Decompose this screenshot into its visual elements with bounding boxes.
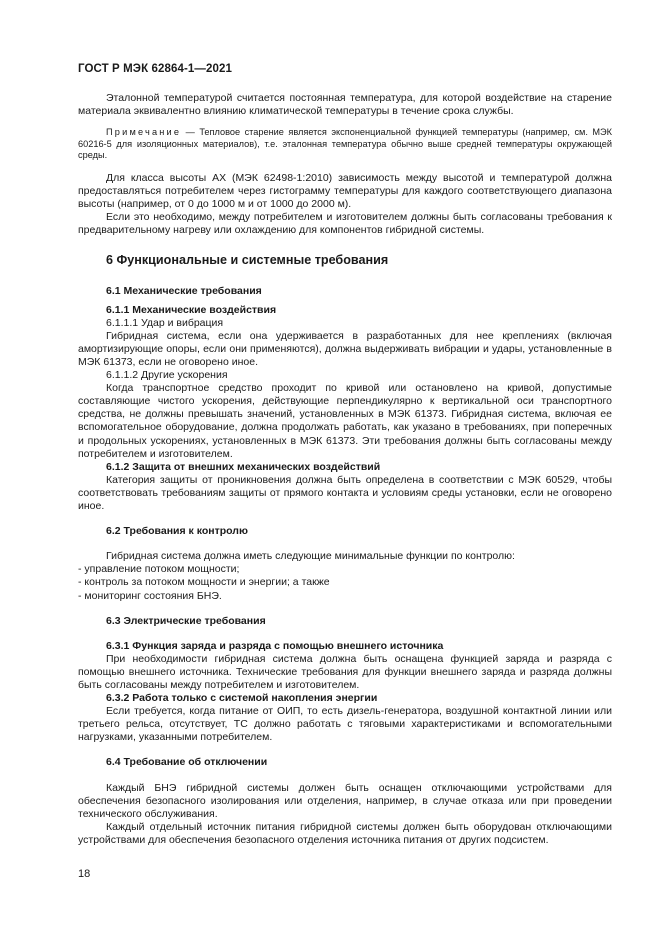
list-item: - управление потоком мощности;	[78, 563, 240, 576]
section-6-heading: 6 Функциональные и системные требования	[106, 253, 389, 268]
paragraph-preheating: Если это необходимо, между потребителем и изготовителем должны быть согласованы требования к предварительному нагреву или охлаждению для компонентов гибридной системы.	[78, 211, 612, 237]
section-6-1-1-2-heading: 6.1.1.2 Другие ускорения	[106, 369, 228, 382]
note-text: — Тепловое старение является экспоненциальной функцией температуры (например, см. МЭК 60216-5 для изоляционных материалов), т.е. эталонная температура обычно выше средней температуры окружающей среды.	[78, 127, 612, 161]
section-6-1-heading: 6.1 Механические требования	[106, 284, 262, 297]
note-label: Примечание	[106, 127, 182, 138]
paragraph-disconnect-source: Каждый отдельный источник питания гибридной системы должен быть оборудован отключающими устройствами для обеспечения безопасного отделения источника питания от других подсистем.	[78, 820, 612, 846]
paragraph-ess-only: Если требуется, когда питание от ОИП, то есть дизель-генератора, воздушной контактной линии или третьего рельса, отсутствует, ТС должно работать с тяговыми характеристиками и вспомогательными нагрузками, указанными потребителем.	[78, 705, 612, 744]
paragraph-altitude-class: Для класса высоты АХ (МЭК 62498-1:2010) зависимость между высотой и температурой должна предоставляться потребителем через гистограмму температуры для каждого соответствующего диапазона высоты (например, от 0 до 1000 м и от 1000 до 2000 м).	[78, 171, 612, 211]
paragraph-disconnect-ess: Каждый БНЭ гибридной системы должен быть оснащен отключающими устройствами для обеспечения безопасного изолирования или отделения, например, в случае отказа или при проведении технического обслуживания.	[78, 781, 612, 820]
list-item: - контроль за потоком мощности и энергии; а также	[78, 576, 330, 589]
paragraph-vibration: Гибридная система, если она удерживается в разработанных для нее креплениях (включая амортизирующие опоры, если они применяются), должна выдерживать вибрации и удары, установленные в МЭК 61373, если не оговорено иное.	[78, 329, 612, 368]
section-6-3-1-heading: 6.3.1 Функция заряда и разряда с помощью внешнего источника	[106, 639, 444, 652]
note-paragraph	[78, 127, 612, 162]
paragraph-acceleration: Когда транспортное средство проходит по кривой или остановлено на кривой, допустимые составляющие чистого ускорения, действующие перпендикулярно к вертикальной оси транспортного средства, не должны превышать значений, установленных в МЭК 61373. Гибридная система, включая ее вспомогательное оборудование, должна продолжать работать, как указано в требованиях, при поперечных и продольных ускорениях, установленных в МЭК 61373. Эти требования должны быть согласованы между потребителем и изготовителем.	[78, 382, 612, 460]
paragraph-control-functions: Гибридная система должна иметь следующие минимальные функции по контролю:	[106, 550, 515, 563]
section-6-3-2-heading: 6.3.2 Работа только с системой накопления энергии	[106, 692, 378, 705]
section-6-2-heading: 6.2 Требования к контролю	[106, 525, 248, 538]
page-number: 18	[78, 868, 91, 880]
paragraph-protection: Категория защиты от проникновения должна быть определена в соответствии с МЭК 60529, чтобы соответствовать требованиям защиты от прямого контакта и условиям среды установки, если не оговорено иное.	[78, 473, 612, 513]
list-item: - мониторинг состояния БНЭ.	[78, 589, 222, 602]
section-6-1-1-1-heading: 6.1.1.1 Удар и вибрация	[106, 316, 224, 329]
paragraph-reference-temperature: Эталонной температурой считается постоянная температура, для которой воздействие на старение материала эквивалентно влиянию климатической температуры в течение срока службы.	[78, 92, 612, 118]
page-content	[78, 92, 612, 847]
document-code: ГОСТ Р МЭК 62864-1—2021	[78, 63, 232, 75]
paragraph-external-charge: При необходимости гибридная система должна быть оснащена функцией заряда и разряда с помощью внешнего источника. Технические требования для функции внешнего заряда и разряда должны быть согласованы между потребителем и изготовителем.	[78, 652, 612, 691]
section-6-3-heading: 6.3 Электрические требования	[106, 614, 266, 627]
section-6-4-heading: 6.4 Требование об отключении	[106, 756, 268, 769]
section-6-1-1-heading: 6.1.1 Механические воздействия	[106, 303, 277, 316]
section-6-1-2-heading: 6.1.2 Защита от внешних механических воздействий	[106, 460, 381, 473]
